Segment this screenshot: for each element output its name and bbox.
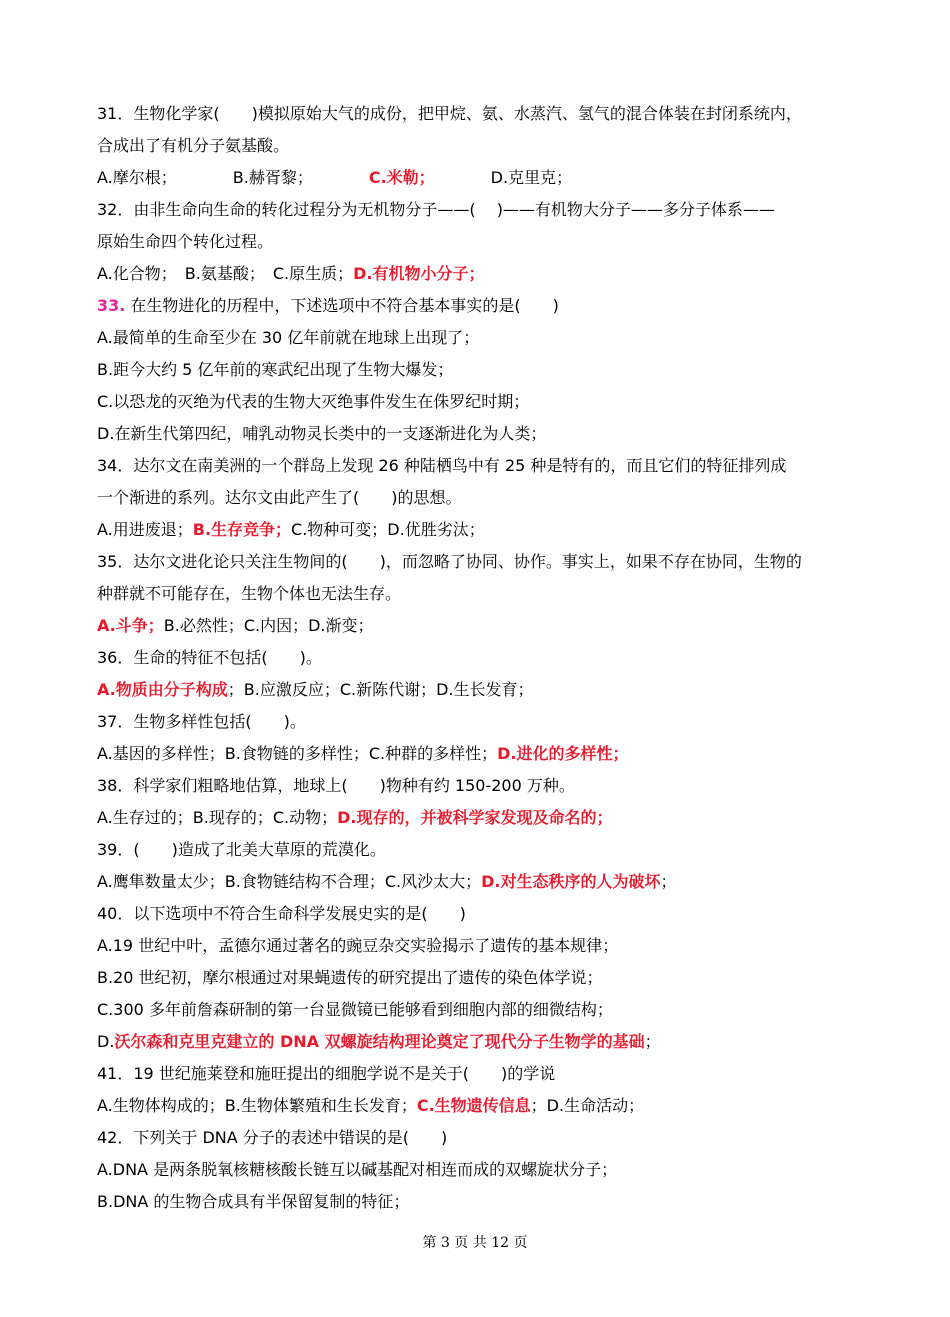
text-segment: 34．达尔文在南美洲的一个群岛上发现 26 种陆栖鸟中有 25 种是特有的，而且它们的特征排列成 <box>97 456 787 475</box>
question-block <box>97 546 857 642</box>
text-segment: A.化合物； B.氨基酸； C.原生质； <box>97 264 354 283</box>
text-segment: A.生存过的；B.现存的；C.动物； <box>97 808 338 827</box>
question-block <box>97 898 857 1058</box>
answer-highlight: A.物质由分子构成 <box>97 680 228 699</box>
question-line <box>97 354 857 386</box>
question-line <box>97 898 857 930</box>
question-line <box>97 386 857 418</box>
answer-highlight: D.现存的，并被科学家发现及命名的； <box>337 808 613 827</box>
question-line <box>97 1186 857 1218</box>
question-line <box>97 674 857 706</box>
question-line <box>97 802 857 834</box>
exam-page-content <box>97 98 857 1218</box>
answer-highlight: B.生存竞争； <box>192 520 292 539</box>
question-block <box>97 450 857 546</box>
text-segment: B.必然性；C.内因；D.渐变； <box>163 616 374 635</box>
question-line <box>97 930 857 962</box>
text-segment: A.生物体构成的；B.生物体繁殖和生长发育； <box>97 1096 417 1115</box>
answer-highlight: A.斗争； <box>97 616 164 635</box>
question-line <box>97 322 857 354</box>
question-line <box>97 1154 857 1186</box>
answer-highlight: D.对生态秩序的人为破坏 <box>481 872 661 891</box>
text-segment: C.物种可变；D.优胜劣汰； <box>291 520 485 539</box>
page-footer: 第 3 页 共 12 页 <box>422 1235 528 1251</box>
question-line <box>97 770 857 802</box>
text-segment: A.最简单的生命至少在 30 亿年前就在地球上出现了； <box>97 328 480 347</box>
text-segment: D.在新生代第四纪，哺乳动物灵长类中的一支逐渐进化为人类； <box>97 424 547 443</box>
question-line <box>97 546 857 578</box>
question-line <box>97 866 857 898</box>
question-line <box>97 482 857 514</box>
question-line <box>97 258 857 290</box>
question-block <box>97 290 857 450</box>
question-line <box>97 962 857 994</box>
question-line <box>97 418 857 450</box>
text-segment: 41．19 世纪施莱登和施旺提出的细胞学说不是关于( )的学说 <box>97 1064 556 1083</box>
text-segment: 38．科学家们粗略地估算，地球上( )物种有约 150-200 万种。 <box>97 776 575 795</box>
text-segment: 31．生物化学家( )模拟原始大气的成份，把甲烷、氨、水蒸汽、氢气的混合体装在封闭系统内， <box>97 104 802 123</box>
question-line <box>97 834 857 866</box>
question-line <box>97 1090 857 1122</box>
text-segment: 32．由非生命向生命的转化过程分为无机物分子——( )——有机物大分子——多分子体系—— <box>97 200 775 219</box>
question-line <box>97 706 857 738</box>
text-segment: A.DNA 是两条脱氧核糖核酸长链互以碱基配对相连而成的双螺旋状分子； <box>97 1160 618 1179</box>
answer-highlight: D.有机物小分子； <box>353 264 485 283</box>
text-segment: 36．生命的特征不包括( )。 <box>97 648 322 667</box>
text-segment: A.19 世纪中叶，孟德尔通过著名的豌豆杂交实验揭示了遗传的基本规律； <box>97 936 619 955</box>
text-segment: 40．以下选项中不符合生命科学发展史实的是( ) <box>97 904 466 923</box>
text-segment: A.基因的多样性；B.食物链的多样性；C.种群的多样性； <box>97 744 498 763</box>
question-line <box>97 610 857 642</box>
text-segment: A.鹰隼数量太少；B.食物链结构不合理；C.风沙太大； <box>97 872 482 891</box>
text-segment: C.300 多年前詹森研制的第一台显微镜已能够看到细胞内部的细微结构； <box>97 1000 613 1019</box>
question-line <box>97 642 857 674</box>
question-line <box>97 578 857 610</box>
text-segment: 42．下列关于 DNA 分子的表述中错误的是( ) <box>97 1128 448 1147</box>
answer-highlight: C.生物遗传信息 <box>416 1096 531 1115</box>
question-line <box>97 738 857 770</box>
question-block <box>97 834 857 898</box>
question-line <box>97 130 857 162</box>
text-segment: A.用进废退； <box>97 520 193 539</box>
question-line <box>97 290 857 322</box>
text-segment: D. <box>97 1032 115 1051</box>
text-segment: ； <box>660 872 677 891</box>
text-segment: ；D.生命活动； <box>530 1096 645 1115</box>
text-segment: 原始生命四个转化过程。 <box>97 232 274 251</box>
question-block <box>97 706 857 770</box>
text-segment: ；B.应激反应；C.新陈代谢；D.生长发育； <box>227 680 534 699</box>
text-segment: 合成出了有机分子氨基酸。 <box>97 136 290 155</box>
question-block <box>97 194 857 290</box>
question-block <box>97 98 857 194</box>
answer-highlight: 沃尔森和克里克建立的 DNA 双螺旋结构理论奠定了现代分子生物学的基础 <box>114 1032 645 1051</box>
text-segment: D.克里克； <box>490 168 573 187</box>
question-line <box>97 450 857 482</box>
question-line <box>97 1026 857 1058</box>
text-segment: B.赫胥黎； <box>232 168 313 187</box>
question-line <box>97 226 857 258</box>
text-segment: B.DNA 的生物合成具有半保留复制的特征； <box>97 1192 410 1211</box>
text-segment: 在生物进化的历程中，下述选项中不符合基本事实的是( ) <box>125 296 559 315</box>
question-line <box>97 1058 857 1090</box>
question-number-highlight: 33. <box>97 296 126 315</box>
question-line <box>97 994 857 1026</box>
text-segment: 一个渐进的系列。达尔文由此产生了( )的思想。 <box>97 488 462 507</box>
text-segment: A.摩尔根； <box>97 168 177 187</box>
text-segment: B.20 世纪初，摩尔根通过对果蝇遗传的研究提出了遗传的染色体学说； <box>97 968 603 987</box>
text-segment: 35．达尔文进化论只关注生物间的( )，而忽略了协同、协作。事实上，如果不存在协同，生物的 <box>97 552 802 571</box>
text-segment: 37．生物多样性包括( )。 <box>97 712 306 731</box>
question-block <box>97 1122 857 1218</box>
question-block <box>97 1058 857 1122</box>
text-segment: 种群就不可能存在，生物个体也无法生存。 <box>97 584 402 603</box>
question-line <box>97 1122 857 1154</box>
question-line <box>97 514 857 546</box>
question-block <box>97 770 857 834</box>
text-segment: ； <box>644 1032 661 1051</box>
question-block <box>97 642 857 706</box>
answer-highlight: C.米勒； <box>368 168 435 187</box>
text-segment: B.距今大约 5 亿年前的寒武纪出现了生物大爆发； <box>97 360 454 379</box>
question-line <box>97 194 857 226</box>
text-segment: C.以恐龙的灭绝为代表的生物大灭绝事件发生在侏罗纪时期； <box>97 392 530 411</box>
text-segment: 39．( )造成了北美大草原的荒漠化。 <box>97 840 386 859</box>
question-line <box>97 162 857 194</box>
answer-highlight: D.进化的多样性； <box>497 744 629 763</box>
question-line <box>97 98 857 130</box>
